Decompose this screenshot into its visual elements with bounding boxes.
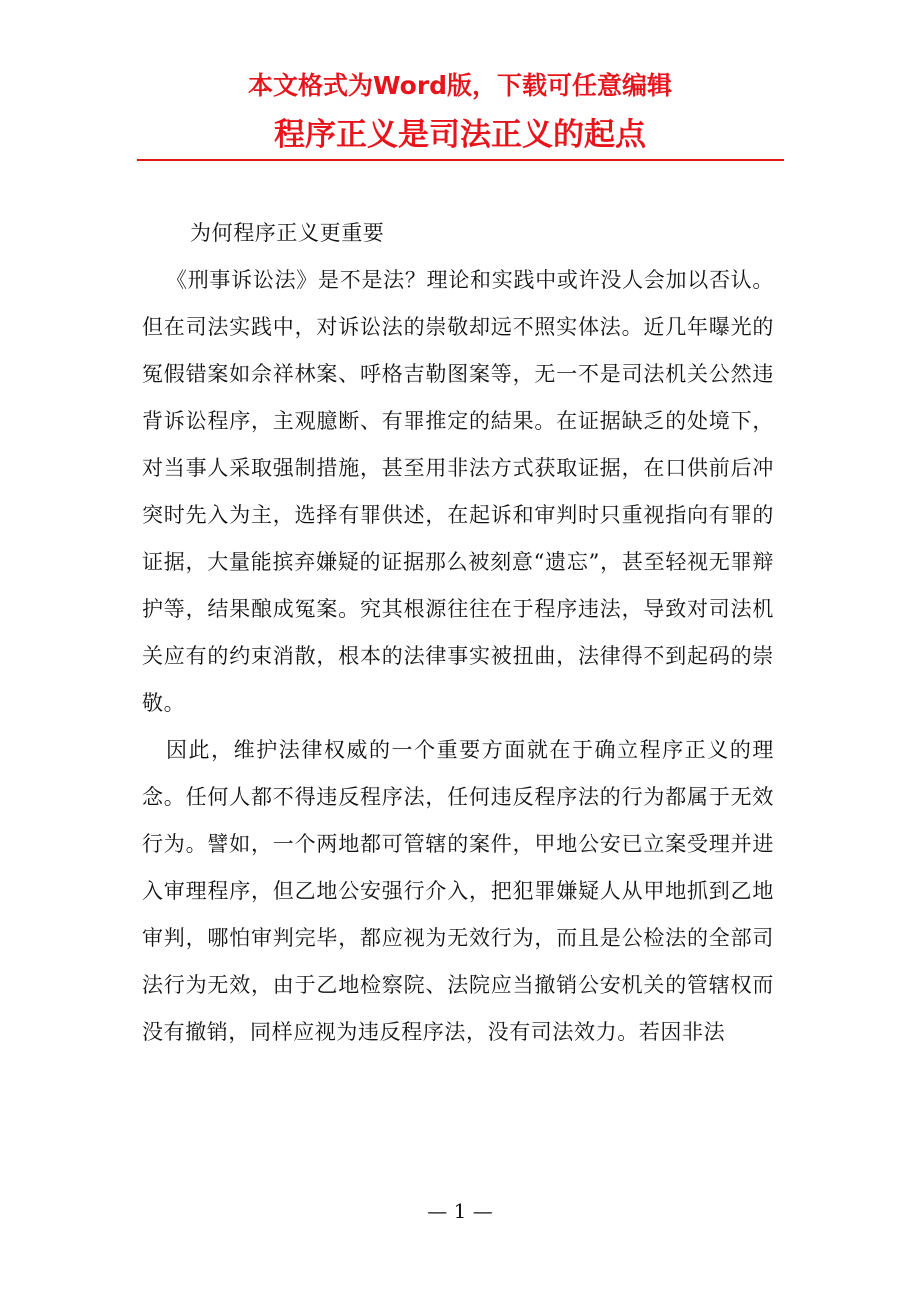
- section-heading: 为何程序正义更重要: [190, 221, 385, 245]
- format-notice-banner: 本文格式为Word版，下载可任意编辑: [247, 71, 673, 100]
- document-title: 程序正义是司法正义的起点: [274, 117, 646, 153]
- body-paragraph-2: 因此，维护法律权威的一个重要方面就在于确立程序正义的理念。任何人都不得违反程序法，任何违反程序法的行为都属于无效行为。譬如，一个两地都可管辖的案件，甲地公安已立案受理并进入审理程序，但乙地公安强行介入，把犯罪嫌疑人从甲地抓到乙地审判，哪怕审判完毕，都应视为无效行为，而且是公检法的全部司法行为无效，由于乙地检察院、法院应当撤销公安机关的管辖权而没有撤销，同样应视为违反程序法，没有司法效力。若因非法: [142, 738, 774, 1044]
- document-body: [142, 210, 774, 1056]
- title-divider: [137, 159, 784, 161]
- body-paragraph-1: 《刑事诉讼法》是不是法？理论和实践中或许没人会加以否认。但在司法实践中，对诉讼法的崇敬却远不照实体法。近几年曝光的冤假错案如佘祥林案、呼格吉勒图案等，无一不是司法机关公然违背诉讼程序，主观臆断、有罪推定的結果。在证据缺乏的处境下，对当事人采取强制措施，甚至用非法方式获取证据，在口供前后冲突时先入为主，选择有罪供述，在起诉和审判时只重视指向有罪的证据，大量能摈弃嫌疑的证据那么被刻意“遗忘”，甚至轻视无罪辩护等，结果酿成冤案。究其根源往往在于程序违法，导致对司法机关应有的约束消散，根本的法律事实被扭曲，法律得不到起码的崇敬。: [142, 268, 774, 715]
- page-number: — 1 —: [427, 1199, 493, 1223]
